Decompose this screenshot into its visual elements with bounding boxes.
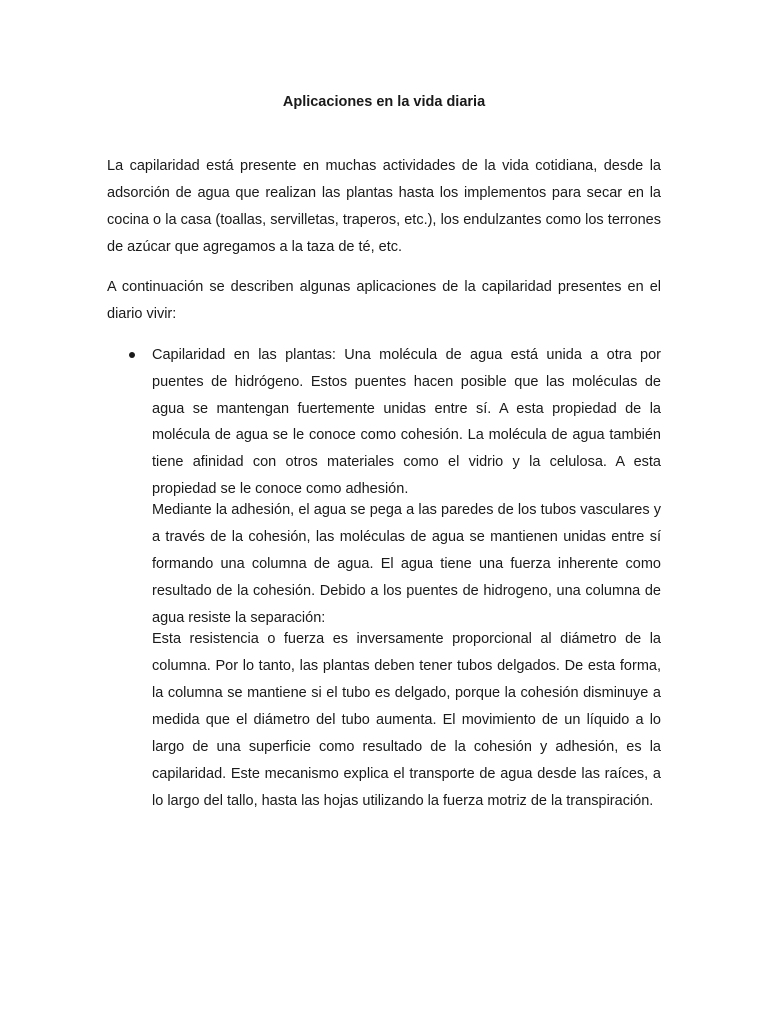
water-column-paragraph: Mediante la adhesión, el agua se pega a las paredes de los tubos vasculares y a través de la cohesión, las moléculas de agua se mantienen unidas entre sí formando una columna de agua. El agua tiene una fuerza inherente como resultado de la cohesión. Debido a los puentes de hidrogeno, una columna de agua resiste la separación:	[152, 501, 661, 626]
document-title: Aplicaciones en la vida diaria	[282, 94, 486, 110]
bullet-icon	[129, 352, 135, 358]
applications-intro-paragraph: A continuación se describen algunas aplicaciones de la capilaridad presentes en el diario vivir:	[107, 279, 661, 322]
intro-paragraph: La capilaridad está presente en muchas actividades de la vida cotidiana, desde la adsorción de agua que realizan las plantas hasta los implementos para secar en la cocina o la casa (toallas, servilletas, traperos, etc.), los endulzantes como los terrones de azúcar que agregamos a la taza de té, etc.	[107, 158, 661, 255]
cohesion-adhesion-paragraph: Capilaridad en las plantas: Una molécula de agua está unida a otra por puentes de hidrógeno. Estos puentes hacen posible que las moléculas de agua se mantengan fuertemente unidas entre sí. A esta propiedad de la molécula de agua se le conoce como cohesión. La molécula de agua también tiene afinidad con otros materiales como el vidrio y la celulosa. A esta propiedad se le conoce como adhesión.	[152, 347, 661, 497]
capillarity-transport-paragraph: Esta resistencia o fuerza es inversamente proporcional al diámetro de la columna. Por lo tanto, las plantas deben tener tubos delgados. De esta forma, la columna se mantiene si el tubo es delgado, porque la cohesión disminuye a medida que el diámetro del tubo aumenta. El movimiento de un líquido a lo largo de una superficie como resultado de la cohesión y adhesión, es la capilaridad. Este mecanismo explica el transporte de agua desde las raíces, a lo largo del tallo, hasta las hojas utilizando la fuerza motriz de la transpiración.	[152, 630, 661, 809]
applications-list	[107, 342, 661, 815]
list-item-plant-capillarity	[107, 342, 661, 815]
